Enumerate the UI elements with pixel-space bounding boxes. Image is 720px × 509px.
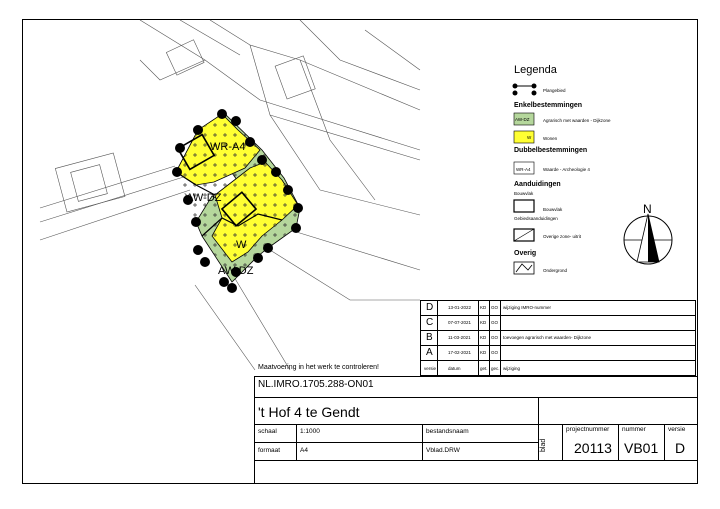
north-label: N [643, 202, 652, 216]
north-arrow [624, 202, 672, 264]
warning-note: Maatvoering in het werk te controleren! [258, 364, 380, 371]
rev-code-b: B [426, 332, 433, 343]
rev-get-d: KD [480, 305, 487, 310]
rev-date-c: 07-07-2021 [448, 320, 472, 325]
rev-date-a: 17-02-2021 [448, 350, 472, 355]
legend-bouwvlak-heading: Bouwvlak [514, 191, 534, 196]
bestandsnaam-label: bestandsnaam [426, 428, 469, 435]
projectnummer-label: projectnummer [566, 426, 610, 433]
map-label-awdz-1: AW-DZ [186, 192, 222, 204]
rev-header-get: get. [480, 366, 488, 371]
versie-value: D [675, 440, 686, 456]
rev-code-c: C [426, 317, 434, 328]
imro-code: NL.IMRO.1705.288-ON01 [258, 379, 374, 390]
legend-dubbel-heading: Dubbelbestemmingen [514, 147, 588, 154]
legend-agrarisch-code: AW-DZ [515, 117, 530, 122]
versie-label: versie [668, 426, 686, 433]
rev-desc-c: toevoegen agrarisch met waarden- Dijkzone [503, 335, 592, 340]
legend-archeo-label: Waarde - Archeologie 4 [543, 167, 590, 172]
legend-plan-area: Plangebied [543, 88, 566, 93]
rev-header-wijziging: wijziging [503, 366, 521, 371]
blad-label: blad [540, 438, 547, 452]
projectnummer-value: 20113 [574, 440, 612, 456]
map-label-wra4: WR-A4 [210, 141, 246, 153]
legend-swatches [513, 84, 537, 275]
legend-aand-heading: Aanduidingen [514, 181, 561, 188]
rev-get-a: KD [480, 350, 487, 355]
legend-overig-heading: Overig [514, 250, 537, 257]
rev-gec-b: GO [491, 335, 499, 340]
rev-gec-a: GO [491, 350, 499, 355]
rev-gec-c: GO [491, 320, 499, 325]
formaat-value: A4 [300, 447, 308, 454]
rev-code-d: D [426, 302, 434, 313]
rev-gec-d: GO [491, 305, 499, 310]
legend-wonen-label: Wonen [543, 136, 558, 141]
formaat-label: formaat [258, 447, 281, 454]
legend-bouwvlak-label: Bouwvlak [543, 207, 563, 212]
plan-title: 't Hof 4 te Gendt [258, 404, 360, 420]
nummer-value: VB01 [624, 440, 659, 456]
rev-header-versie: versie [424, 366, 437, 371]
rev-code-a: A [426, 347, 433, 358]
schaal-value: 1:1000 [300, 428, 320, 435]
legend-archeo-code: WR-A4 [516, 167, 531, 172]
map-label-awdz-2: AW-DZ [218, 265, 254, 277]
rev-header-gec: gec. [491, 366, 500, 371]
legend-ondergrond-label: Ondergrond [543, 268, 568, 273]
rev-desc-d: wijziging IMRO-nummer [503, 305, 552, 310]
schaal-label: schaal [258, 428, 277, 435]
map-label-w: W [236, 239, 247, 251]
nummer-label: nummer [622, 426, 646, 433]
rev-date-d: 13-01-2022 [448, 305, 472, 310]
legend-wonen-code: W [527, 135, 532, 140]
rev-header-datum: datum [448, 366, 461, 371]
legend-agrarisch-label: Agrarisch met waarden - Dijkzone [543, 118, 611, 123]
rev-date-b: 11-03-2021 [448, 335, 471, 340]
legend-gebied-label: Gebiedsaanduidingen [514, 216, 558, 221]
legend-overige-label: Overige zone- uitrit [543, 234, 582, 239]
legend-title: Legenda [514, 64, 557, 76]
rev-get-c: KD [480, 320, 487, 325]
bestand-value: Vblad.DRW [426, 447, 460, 454]
rev-get-b: KD [480, 335, 487, 340]
legend-enkel-heading: Enkelbestemmingen [514, 102, 583, 109]
